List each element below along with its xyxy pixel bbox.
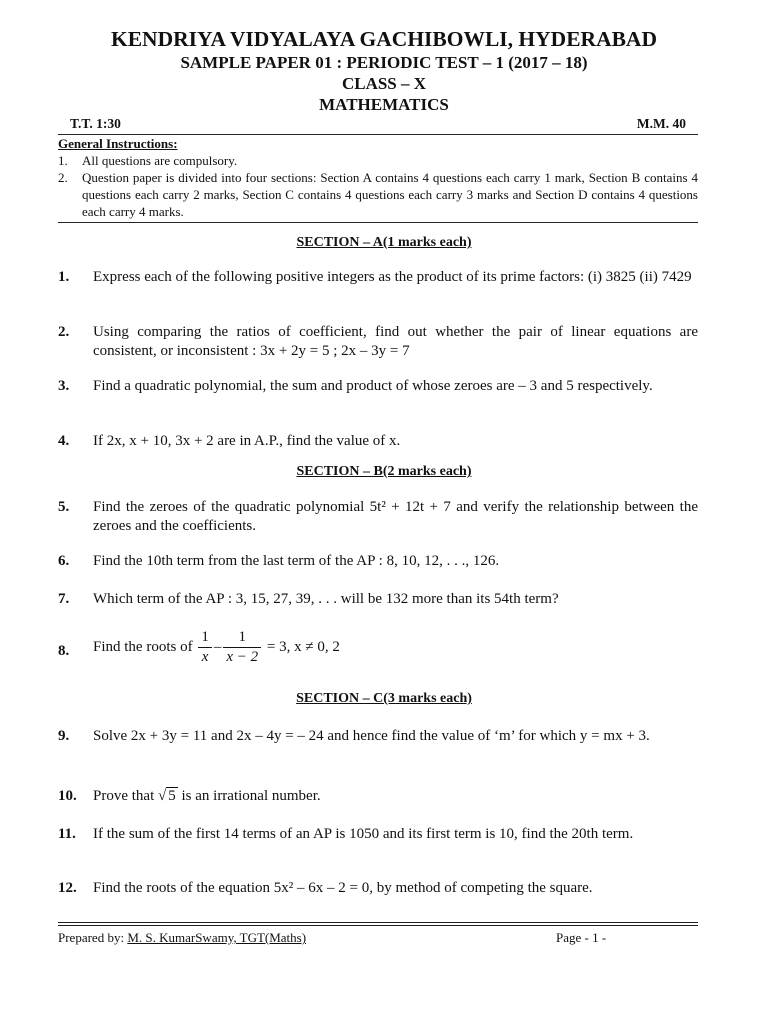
fraction-1-over-x <box>198 628 212 667</box>
footer-divider-top <box>58 922 698 923</box>
question-4 <box>58 432 698 451</box>
question-number: 8. <box>58 643 70 659</box>
fraction-1-over-x-minus-2 <box>223 628 261 667</box>
question-text: Find the roots of the equation 5x² – 6x – 2 = 0, by method of competing the square. <box>93 880 593 896</box>
question-text: Find the roots of $\frac{1}{x}$ – $\frac{1}{x - 2}$ = 3, x ≠ 0, 2 <box>93 629 340 665</box>
question-number: 4. <box>58 433 70 449</box>
author-name: M. S. KumarSwamy, TGT(Maths) <box>127 930 307 945</box>
question-lead-text: Find the roots of <box>93 638 193 655</box>
page-number: Page - 1 - <box>556 930 607 945</box>
question-text: Find the 10th term from the last term of the AP : 8, 10, 12, . . ., 126. <box>93 553 500 569</box>
total-time: T.T. 1:30 <box>70 116 121 131</box>
section-b-heading: SECTION – B(2 marks each) <box>296 464 472 479</box>
instruction-item <box>58 152 698 169</box>
question-text: If 2x, x + 10, 3x + 2 are in A.P., find the value of x. <box>93 433 401 449</box>
question-number: 3. <box>58 378 70 394</box>
max-marks: M.M. 40 <box>636 116 686 131</box>
question-number: 6. <box>58 553 70 569</box>
instruction-text: All questions are compulsory. <box>82 153 238 168</box>
question-lead-text: Prove that <box>93 788 155 804</box>
question-text: Solve 2x + 3y = 11 and 2x – 4y = – 24 and hence find the value of ‘m’ for which y = mx + 3. <box>93 728 650 744</box>
question-text: Which term of the AP : 3, 15, 27, 39, . . . will be 132 more than its 54th term? <box>93 591 559 607</box>
footer-divider-bottom <box>58 925 698 926</box>
question-7 <box>58 590 698 609</box>
header-divider <box>58 134 698 135</box>
prepared-by-label: Prepared by: <box>58 930 125 945</box>
question-number: 11. <box>58 826 76 842</box>
section-c-heading: SECTION – C(3 marks each) <box>296 691 472 706</box>
fraction-denominator: x <box>201 649 209 665</box>
question-text: Express each of the following positive integers as the product of its prime factors: (i) 3825 (ii) 7429 <box>93 269 692 285</box>
instruction-number: 1. <box>58 153 68 168</box>
instruction-item <box>58 169 698 220</box>
question-12 <box>58 879 698 898</box>
question-3 <box>58 377 698 396</box>
question-number: 10. <box>58 788 77 804</box>
instruction-number: 2. <box>58 170 68 185</box>
question-text: Using comparing the ratios of coefficient, find out whether the pair of linear equations are consistent, or inconsistent : 3x + 2y = 5 ; 2x – 3y = 7 <box>93 324 698 359</box>
question-tail-text: is an irrational number. <box>181 788 321 804</box>
class-label: CLASS – X <box>341 74 427 93</box>
question-text: Find a quadratic polynomial, the sum and product of whose zeroes are – 3 and 5 respectively. <box>93 378 653 394</box>
instruction-text: Question paper is divided into four sections: Section A contains 4 questions each carry 1 mark, Section B contains 4 questions each carry 2 marks, Section C contains 4 questions each carry 3 marks and Section D contains 4 questions each carry 4 marks. <box>82 170 698 219</box>
radicand: 5 <box>168 788 176 804</box>
question-number: 9. <box>58 728 70 744</box>
fraction-numerator: 1 <box>198 628 212 648</box>
question-number: 2. <box>58 324 70 340</box>
question-1 <box>58 268 698 287</box>
question-number: 7. <box>58 591 70 607</box>
section-a-heading: SECTION – A(1 marks each) <box>296 235 472 250</box>
question-number: 1. <box>58 269 70 285</box>
question-text <box>93 787 698 806</box>
square-root: √ 5 <box>158 788 176 804</box>
fraction-denominator: x − 2 <box>226 649 259 665</box>
question-9 <box>58 727 698 746</box>
subject-label: MATHEMATICS <box>319 95 449 114</box>
question-11 <box>58 825 698 844</box>
question-number: 5. <box>58 499 70 515</box>
question-number: 12. <box>58 880 77 896</box>
question-6 <box>58 552 698 571</box>
paper-subtitle: SAMPLE PAPER 01 : PERIODIC TEST – 1 (2017 – 18) <box>180 53 588 72</box>
question-text: Find the zeroes of the quadratic polynomial 5t² + 12t + 7 and verify the relationship between the zeroes and the coefficients. <box>93 499 698 534</box>
equation-tail: = 3, x ≠ 0, 2 <box>266 638 340 655</box>
instructions-heading: General Instructions: <box>58 136 178 151</box>
question-8 <box>58 629 698 681</box>
question-10 <box>58 787 698 806</box>
fraction-numerator: 1 <box>223 628 261 648</box>
question-5 <box>58 498 698 536</box>
footer-credit <box>58 930 306 946</box>
instructions-divider <box>58 222 698 223</box>
question-2 <box>58 323 698 361</box>
question-text: If the sum of the first 14 terms of an AP is 1050 and its first term is 10, find the 20th term. <box>93 826 634 842</box>
school-name: KENDRIYA VIDYALAYA GACHIBOWLI, HYDERABAD <box>110 27 657 51</box>
